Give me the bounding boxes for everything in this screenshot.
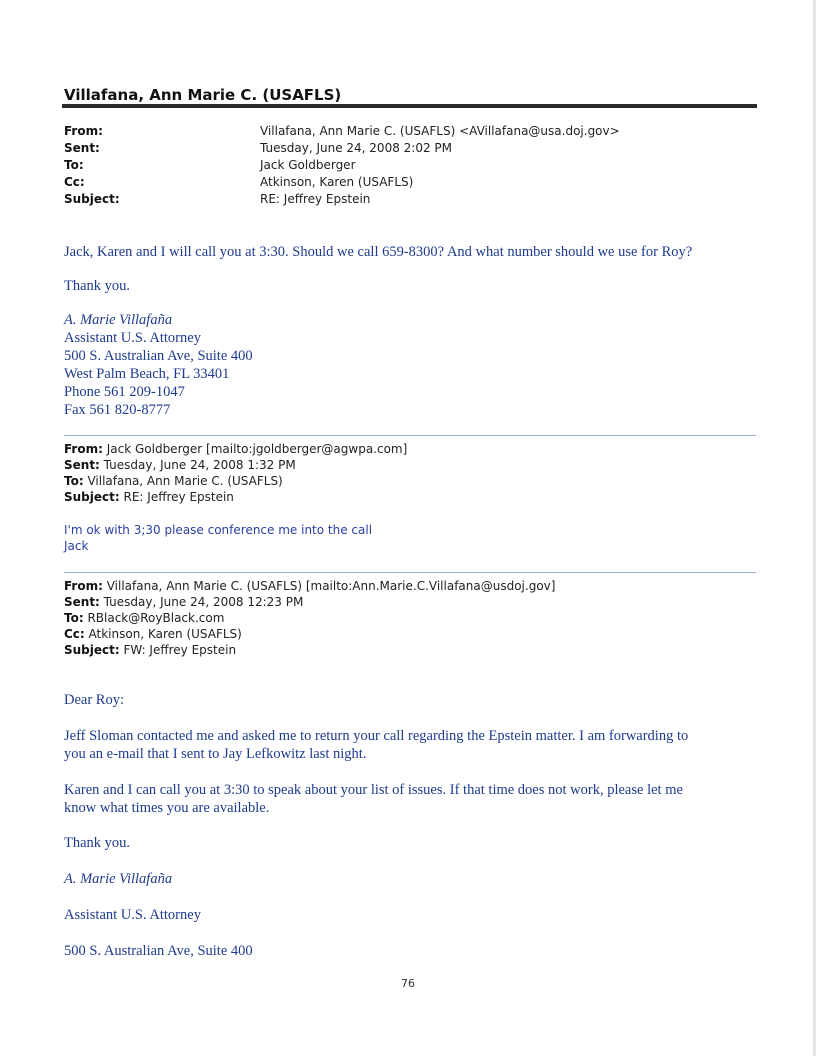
quoted-label: To:: [64, 611, 84, 625]
quoted-label: Sent:: [64, 458, 100, 472]
quoted-label: From:: [64, 442, 103, 456]
quoted-from: [64, 579, 555, 593]
header-value: Villafana, Ann Marie C. (USAFLS) <AVillafana@usa.doj.gov>: [260, 124, 620, 138]
thanks-line: Thank you.: [64, 835, 131, 851]
quoted-value: Villafana, Ann Marie C. (USAFLS) [mailto:Ann.Marie.C.Villafana@usdoj.gov]: [102, 579, 556, 593]
quoted-value: RBlack@RoyBlack.com: [83, 611, 225, 625]
greeting: Dear Roy:: [64, 692, 124, 708]
quoted-label: Sent:: [64, 595, 100, 609]
quoted-from: [64, 442, 407, 456]
signature-name: A. Marie Villafaña: [64, 312, 173, 328]
quoted-sent: [64, 458, 296, 472]
title-rule: [62, 104, 757, 108]
quoted-value: Villafana, Ann Marie C. (USAFLS): [83, 474, 283, 488]
signature-name: A. Marie Villafaña: [64, 871, 173, 887]
quoted-label: From:: [64, 579, 103, 593]
signature-address: 500 S. Australian Ave, Suite 400: [64, 943, 253, 959]
quoted-value: Tuesday, June 24, 2008 12:23 PM: [99, 595, 304, 609]
signature-title: Assistant U.S. Attorney: [64, 907, 201, 923]
quoted-label: Subject:: [64, 490, 120, 504]
reply-line: I'm ok with 3;30 please conference me into the call: [64, 523, 373, 537]
quoted-value: Atkinson, Karen (USAFLS): [84, 627, 242, 641]
signature-city: West Palm Beach, FL 33401: [64, 366, 230, 382]
paragraph-line: Jeff Sloman contacted me and asked me to return your call regarding the Epstein matter. I am forwarding to: [64, 728, 689, 744]
signature-phone: Phone 561 209-1047: [64, 384, 185, 400]
paragraph-line: Karen and I can call you at 3:30 to speak about your list of issues. If that time does not work, please let me: [64, 782, 683, 798]
quoted-label: Cc:: [64, 627, 85, 641]
quoted-value: Tuesday, June 24, 2008 1:32 PM: [99, 458, 296, 472]
paragraph-line: you an e-mail that I sent to Jay Lefkowitz last night.: [64, 746, 367, 762]
header-label: Cc:: [64, 175, 85, 189]
header-value: Jack Goldberger: [260, 158, 356, 172]
quoted-cc: [64, 627, 242, 641]
header-label: From:: [64, 124, 103, 138]
signature-title: Assistant U.S. Attorney: [64, 330, 201, 346]
page-number: 76: [401, 977, 415, 990]
quoted-sent: [64, 595, 303, 609]
signature-address: 500 S. Australian Ave, Suite 400: [64, 348, 253, 364]
quoted-label: Subject:: [64, 643, 120, 657]
quoted-to: [64, 474, 283, 488]
quoted-value: Jack Goldberger [mailto:jgoldberger@agwpa.com]: [102, 442, 408, 456]
header-value: RE: Jeffrey Epstein: [260, 192, 371, 206]
header-value: Atkinson, Karen (USAFLS): [260, 175, 414, 189]
quote-separator: [64, 572, 756, 573]
quoted-subject: [64, 643, 236, 657]
quote-separator: [64, 435, 756, 436]
header-label: Subject:: [64, 192, 120, 206]
header-value: Tuesday, June 24, 2008 2:02 PM: [260, 141, 452, 155]
paragraph-line: know what times you are available.: [64, 800, 270, 816]
message-line: Jack, Karen and I will call you at 3:30. Should we call 659-8300? And what number should we use for Roy?: [64, 244, 693, 260]
quoted-value: RE: Jeffrey Epstein: [119, 490, 234, 504]
signature-fax: Fax 561 820-8777: [64, 402, 171, 418]
quoted-label: To:: [64, 474, 84, 488]
thanks-line: Thank you.: [64, 278, 131, 294]
reply-signoff: Jack: [64, 539, 89, 553]
quoted-to: [64, 611, 224, 625]
quoted-value: FW: Jeffrey Epstein: [119, 643, 237, 657]
header-label: To:: [64, 158, 84, 172]
sender-title: Villafana, Ann Marie C. (USAFLS): [64, 86, 342, 104]
quoted-subject: [64, 490, 234, 504]
header-label: Sent:: [64, 141, 100, 155]
